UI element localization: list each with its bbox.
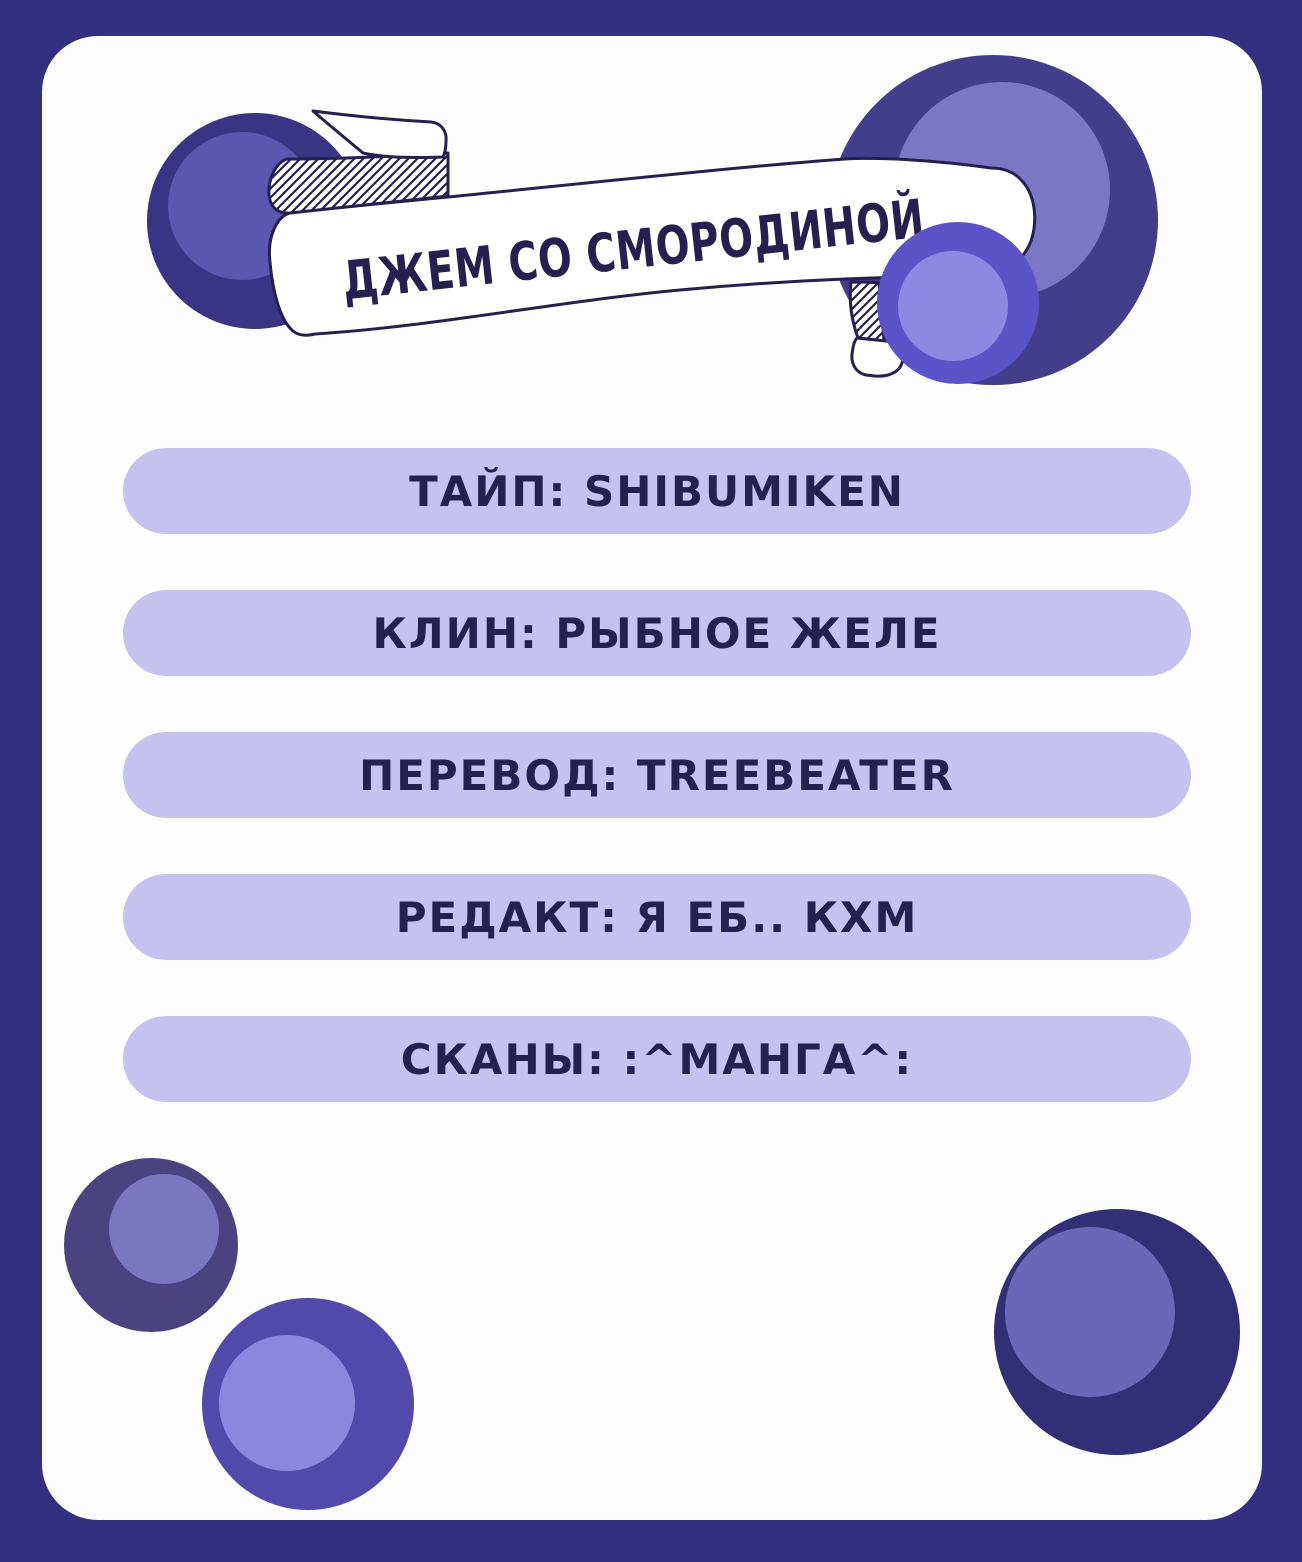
credit-row-translation: ПЕРЕВОД: TREEBEATER <box>123 732 1191 818</box>
banner-title: ДЖЕМ СО СМОРОДИНОЙ <box>339 167 1119 313</box>
credit-row-editing: РЕДАКТ: Я ЕБ.. КХМ <box>123 874 1191 960</box>
credit-row-cleaning: КЛИН: РЫБНОЕ ЖЕЛЕ <box>123 590 1191 676</box>
credit-row-typesetting: ТАЙП: SHIBUMIKEN <box>123 448 1191 534</box>
credit-row-scans: СКАНЫ: :^МАНГА^: <box>123 1016 1191 1102</box>
